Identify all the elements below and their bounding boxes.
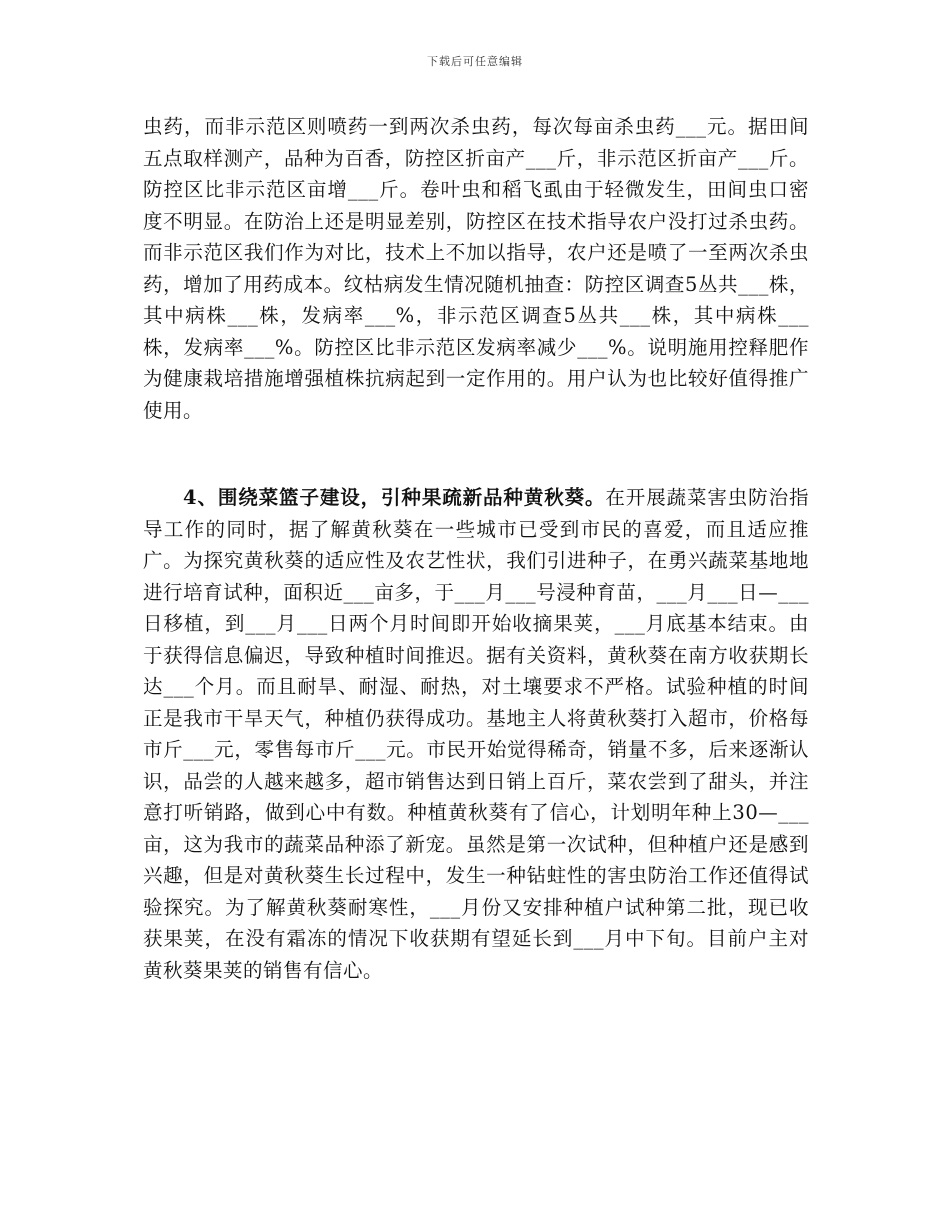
section-heading: 4、围绕菜篮子建设，引种果疏新品种黄秋葵。 (183, 486, 606, 509)
paragraph-text: 在开展蔬菜害虫防治指导工作的同时，据了解黄秋葵在一些城市已受到市民的喜爱，而且适应推广。为探究黄秋葵的适应性及农艺性状，我们引进种子，在勇兴蔬菜基地地进行培育试种，面积近___亩多，于___月___号浸种育苗，___月___日—___日移植，到___月___日两个月时间即开始收摘果荚，___月底基本结束。由于获得信息偏迟，导致种植时间推迟。据有关资料，黄秋葵在南方收获期长达___个月。而且耐旱、耐湿、耐热，对土壤要求不严格。试验种植的时间正是我市干旱天气，种植仍获得成功。基地主人将黄秋葵打入超市，价格每市斤___元，零售每市斤___元。市民开始觉得稀奇，销量不多，后来逐渐认识，品尝的人越来越多，超市销售达到日销上百斤，菜农尝到了甜头，并注意打听销路，做到心中有数。种植黄秋葵有了信心，计划明年种上30—___亩，这为我市的蔬菜品种添了新宠。虽然是第一次试种，但种植户还是感到兴趣，但是对黄秋葵生长过程中，发生一种钻蛀性的害虫防治工作还值得试验探究。为了解黄秋葵耐寒性，___月份又安排种植户试种第二批，现已收获果荚，在没有霜冻的情况下收获期有望延长到___月中下旬。目前户主对黄秋葵果荚的销售有信心。 (143, 486, 809, 982)
paragraph-okra-introduction (143, 482, 809, 986)
paragraph-text: 虫药，而非示范区则喷药一到两次杀虫药，每次每亩杀虫药___元。据田间五点取样测产，品种为百香，防控区折亩产___斤，非示范区折亩产___斤。防控区比非示范区亩增___斤。卷叶虫和稻飞虱由于轻微发生，田间虫口密度不明显。在防治上还是明显差别，防控区在技术指导农户没打过杀虫药。而非示范区我们作为对比，技术上不加以指导，农户还是喷了一至两次杀虫药，增加了用药成本。纹枯病发生情况随机抽查：防控区调查5丛共___株，其中病株___株，发病率___%，非示范区调查5丛共___株，其中病株___株，发病率___%。防控区比非示范区发病率减少___%。说明施用控释肥作为健康栽培措施增强植株抗病起到一定作用的。用户认为也比较好值得推广使用。 (143, 115, 809, 422)
page-header-note: 下载后可任意编辑 (427, 55, 523, 68)
paragraph-pest-control-results (143, 111, 809, 426)
